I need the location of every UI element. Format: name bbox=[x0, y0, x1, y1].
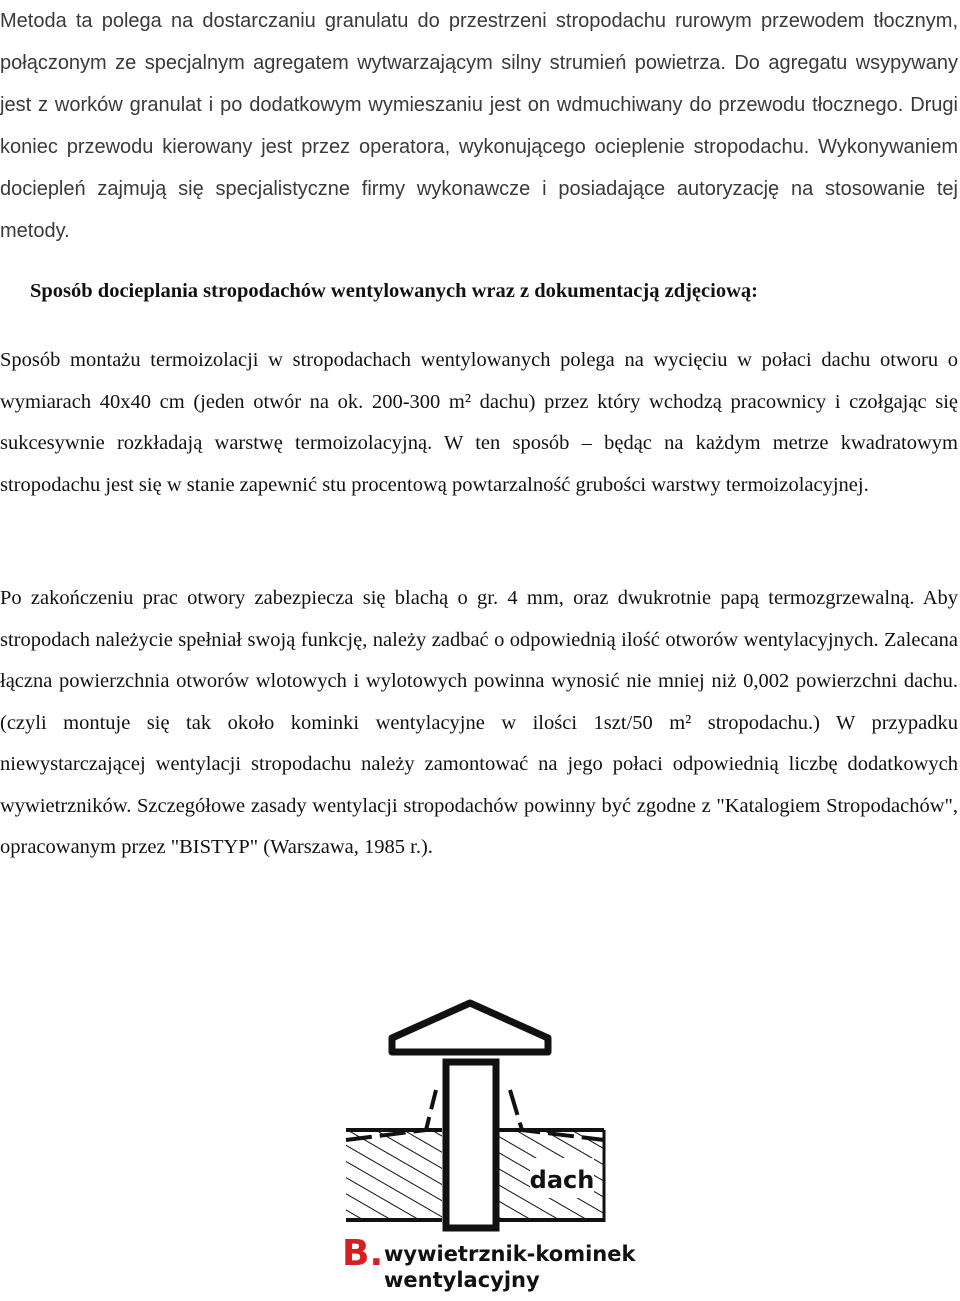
roof-label: dach bbox=[529, 1166, 595, 1194]
roof-slab-left bbox=[346, 1130, 442, 1220]
figure-letter: B. bbox=[342, 1233, 384, 1274]
figure-caption-line2: wentylacyjny bbox=[384, 1268, 540, 1292]
figure-caption-line1: wywietrznik-kominek bbox=[384, 1242, 636, 1266]
chimney-pipe bbox=[446, 1062, 496, 1228]
ventilation-paragraph: Po zakończeniu prac otwory zabezpiecza się blachą o gr. 4 mm, oraz dwukrotnie papą termozgrzewalną. Aby stropodach należycie spełniał swoją funkcję, należy zadbać o odpowiednią ilość otworów wentylacyjnych. Zalecana łączna powierzchnia otworów wlotowych i wylotowych powinna wynosić nie mniej niż 0,002 powierzchni dachu. (czyli montuje się tak około kominki wentylacyjne w ilości 1szt/50 m² stropodachu.) W przypadku niewystarczającej wentylacji stropodachu należy zamontować na jego połaci odpowiednią liczbę dodatkowych wywietrzników. Szczegółowe zasady wentylacji stropodachów powinny być zgodne z "Katalogiem Stropodachów", opracowanym przez "BISTYP" (Warszawa, 1985 r.). bbox=[0, 587, 958, 858]
mounting-paragraph: Sposób montażu termoizolacji w stropodachach wentylowanych polega na wycięciu w połaci dachu otworu o wymiarach 40x40 cm (jeden otwór na ok. 200-300 m² dachu) przez który wchodzą pracownicy i czołgając się sukcesywnie rozkładają warstwę termoizolacyjną. W ten sposób – będąc na każdym metrze kwadratowym stropodachu jest się w stanie zapewnić stu procentową powtarzalność grubości warstwy termoizolacyjnej. bbox=[0, 349, 958, 496]
chimney-cap bbox=[392, 1003, 548, 1052]
roof-label-box bbox=[530, 1158, 595, 1198]
vent-chimney-figure bbox=[300, 990, 640, 1301]
section-heading: Sposób docieplania stropodachów wentylowanych wraz z dokumentacją zdjęciową: bbox=[30, 280, 758, 302]
vent-chimney-drawing bbox=[300, 990, 640, 1301]
intro-paragraph: Metoda ta polega na dostarczaniu granulatu do przestrzeni stropodachu rurowym przewodem tłocznym, połączonym ze specjalnym agregatem wytwarzającym silny strumień powietrza. Do agregatu wsypywany jest z worków granulat i po dodatkowym wymieszaniu jest on wdmuchiwany do przewodu tłocznego. Drugi koniec przewodu kierowany jest przez operatora, wykonującego ocieplenie stropodachu. Wykonywaniem dociepleń zajmują się specjalistyczne firmy wykonawcze i posiadające autoryzację na stosowanie tej metody. bbox=[0, 10, 958, 242]
